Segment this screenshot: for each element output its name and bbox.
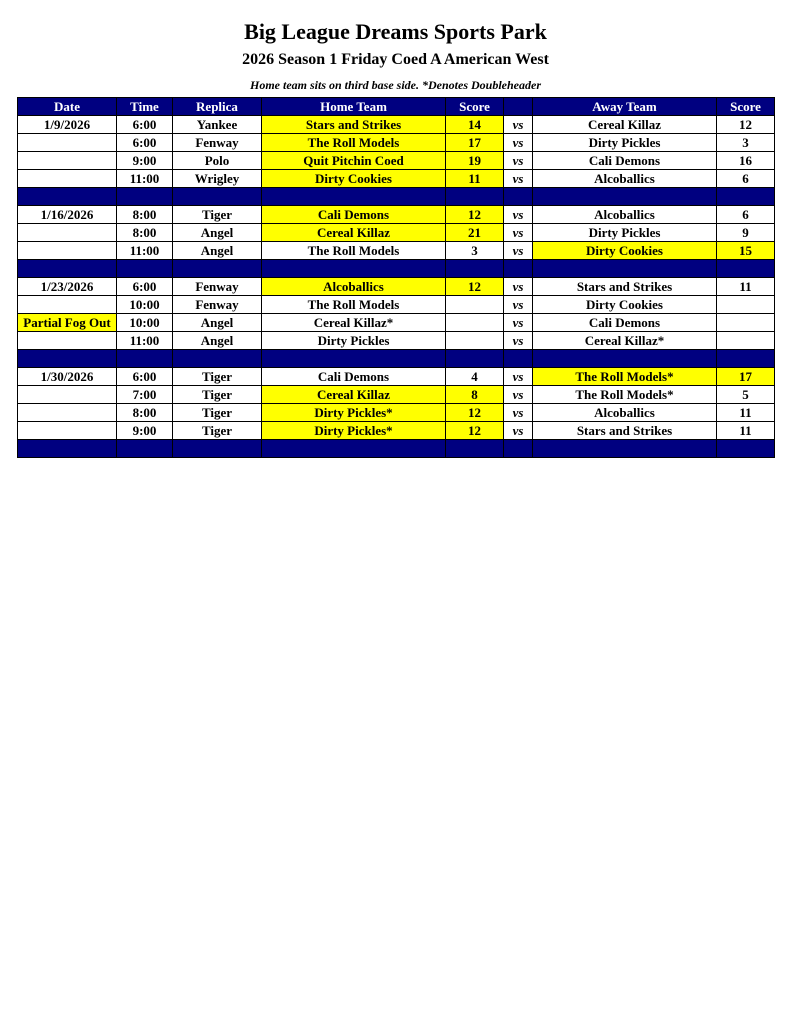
col-vs [504,98,533,116]
separator-cell [173,188,262,206]
date-empty [18,152,117,170]
versus-label: vs [504,170,533,188]
field-replica: Fenway [173,296,262,314]
game-row [18,170,775,188]
game-time: 6:00 [117,368,173,386]
separator-cell [533,260,717,278]
versus-label: vs [504,386,533,404]
game-row [18,278,775,296]
game-date: 1/23/2026 [18,278,117,296]
date-empty [18,170,117,188]
game-row [18,296,775,314]
game-row [18,386,775,404]
separator-cell [533,188,717,206]
game-time: 10:00 [117,296,173,314]
away-score [717,314,775,332]
game-time: 8:00 [117,404,173,422]
date-empty [18,404,117,422]
game-time: 8:00 [117,206,173,224]
col-time: Time [117,98,173,116]
date-empty [18,386,117,404]
home-team: Cereal Killaz* [262,314,446,332]
league-subtitle: 2026 Season 1 Friday Coed A American West [242,51,549,68]
home-score: 21 [446,224,504,242]
game-date: 1/30/2026 [18,368,117,386]
away-team: Cali Demons [533,314,717,332]
fog-note: Partial Fog Out [18,314,117,332]
separator-cell [504,440,533,458]
versus-label: vs [504,314,533,332]
header-row [18,98,775,116]
field-replica: Fenway [173,134,262,152]
home-team: Quit Pitchin Coed [262,152,446,170]
schedule-body [18,116,775,458]
game-row [18,242,775,260]
week-separator [18,440,775,458]
separator-cell [533,440,717,458]
home-team: Alcoballics [262,278,446,296]
separator-cell [446,350,504,368]
field-replica: Wrigley [173,170,262,188]
separator-cell [717,188,775,206]
versus-label: vs [504,332,533,350]
away-team: Alcoballics [533,404,717,422]
separator-cell [173,350,262,368]
field-replica: Fenway [173,278,262,296]
field-replica: Tiger [173,404,262,422]
page-title: Big League Dreams Sports Park [244,19,547,44]
date-empty [18,134,117,152]
separator-cell [717,350,775,368]
away-score: 11 [717,422,775,440]
separator-cell [717,260,775,278]
home-score: 12 [446,206,504,224]
away-score: 5 [717,386,775,404]
schedule-note: Home team sits on third base side. *Denotes Doubleheader [250,78,541,92]
away-team: Stars and Strikes [533,422,717,440]
game-time: 6:00 [117,134,173,152]
home-score: 17 [446,134,504,152]
home-team: The Roll Models [262,134,446,152]
separator-cell [18,188,117,206]
separator-cell [262,440,446,458]
home-team: Dirty Cookies [262,170,446,188]
home-score: 11 [446,170,504,188]
versus-label: vs [504,224,533,242]
field-replica: Tiger [173,368,262,386]
away-score: 9 [717,224,775,242]
home-team: Dirty Pickles* [262,404,446,422]
game-time: 6:00 [117,116,173,134]
separator-cell [173,440,262,458]
date-empty [18,296,117,314]
field-replica: Tiger [173,422,262,440]
game-row [18,134,775,152]
field-replica: Angel [173,332,262,350]
versus-label: vs [504,242,533,260]
game-time: 10:00 [117,314,173,332]
game-time: 6:00 [117,278,173,296]
game-time: 11:00 [117,242,173,260]
away-team: Dirty Pickles [533,134,717,152]
field-replica: Yankee [173,116,262,134]
col-away-team: Away Team [533,98,717,116]
col-home-score: Score [446,98,504,116]
away-score: 11 [717,404,775,422]
home-team: Cereal Killaz [262,386,446,404]
away-team: The Roll Models* [533,368,717,386]
field-replica: Angel [173,314,262,332]
week-separator [18,350,775,368]
separator-cell [262,188,446,206]
home-score: 19 [446,152,504,170]
separator-cell [446,188,504,206]
versus-label: vs [504,116,533,134]
away-team: Dirty Cookies [533,242,717,260]
separator-cell [262,350,446,368]
versus-label: vs [504,134,533,152]
game-row [18,368,775,386]
separator-cell [117,440,173,458]
field-replica: Angel [173,224,262,242]
separator-cell [446,440,504,458]
away-team: Cali Demons [533,152,717,170]
game-row [18,116,775,134]
home-team: The Roll Models [262,296,446,314]
game-time: 9:00 [117,422,173,440]
week-separator [18,188,775,206]
date-empty [18,422,117,440]
week-separator [18,260,775,278]
away-team: Dirty Pickles [533,224,717,242]
separator-cell [446,260,504,278]
game-row [18,206,775,224]
home-team: Dirty Pickles [262,332,446,350]
home-score: 12 [446,422,504,440]
versus-label: vs [504,404,533,422]
away-score: 12 [717,116,775,134]
home-score [446,332,504,350]
game-time: 11:00 [117,332,173,350]
game-row [18,422,775,440]
col-replica: Replica [173,98,262,116]
separator-cell [504,260,533,278]
separator-cell [18,440,117,458]
away-score: 11 [717,278,775,296]
home-score: 12 [446,278,504,296]
date-empty [18,332,117,350]
away-team: Alcoballics [533,170,717,188]
game-row [18,404,775,422]
versus-label: vs [504,152,533,170]
away-score: 6 [717,170,775,188]
date-empty [18,242,117,260]
away-team: Dirty Cookies [533,296,717,314]
away-team: Stars and Strikes [533,278,717,296]
separator-cell [173,260,262,278]
versus-label: vs [504,422,533,440]
field-replica: Tiger [173,386,262,404]
col-date: Date [18,98,117,116]
home-team: Cereal Killaz [262,224,446,242]
away-team: The Roll Models* [533,386,717,404]
home-score: 4 [446,368,504,386]
date-empty [18,224,117,242]
home-team: Dirty Pickles* [262,422,446,440]
game-row [18,152,775,170]
home-team: The Roll Models [262,242,446,260]
col-away-score: Score [717,98,775,116]
game-row [18,332,775,350]
game-row [18,314,775,332]
game-date: 1/9/2026 [18,116,117,134]
home-score [446,314,504,332]
game-time: 11:00 [117,170,173,188]
separator-cell [262,260,446,278]
away-team: Cereal Killaz [533,116,717,134]
separator-cell [18,260,117,278]
separator-cell [117,260,173,278]
versus-label: vs [504,368,533,386]
home-score [446,296,504,314]
away-score: 15 [717,242,775,260]
home-team: Cali Demons [262,206,446,224]
separator-cell [117,350,173,368]
home-team: Cali Demons [262,368,446,386]
game-date: 1/16/2026 [18,206,117,224]
separator-cell [117,188,173,206]
versus-label: vs [504,278,533,296]
versus-label: vs [504,206,533,224]
versus-label: vs [504,296,533,314]
game-row [18,224,775,242]
home-team: Stars and Strikes [262,116,446,134]
separator-cell [504,188,533,206]
game-time: 9:00 [117,152,173,170]
separator-cell [717,440,775,458]
home-score: 14 [446,116,504,134]
home-score: 12 [446,404,504,422]
away-score [717,332,775,350]
separator-cell [504,350,533,368]
away-score: 17 [717,368,775,386]
separator-cell [18,350,117,368]
field-replica: Angel [173,242,262,260]
away-team: Cereal Killaz* [533,332,717,350]
away-score [717,296,775,314]
game-time: 7:00 [117,386,173,404]
away-score: 16 [717,152,775,170]
away-score: 6 [717,206,775,224]
field-replica: Tiger [173,206,262,224]
game-time: 8:00 [117,224,173,242]
col-home-team: Home Team [262,98,446,116]
schedule-table [17,97,775,458]
away-team: Alcoballics [533,206,717,224]
away-score: 3 [717,134,775,152]
home-score: 3 [446,242,504,260]
field-replica: Polo [173,152,262,170]
home-score: 8 [446,386,504,404]
separator-cell [533,350,717,368]
